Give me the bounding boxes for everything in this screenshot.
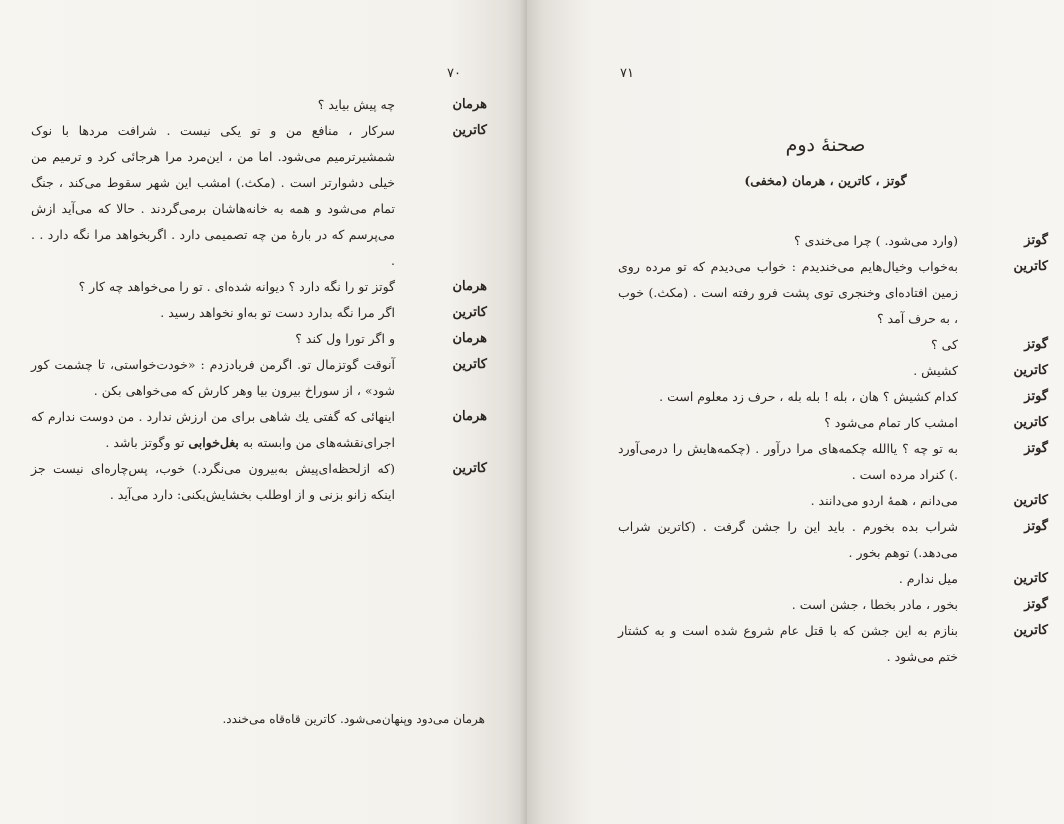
dialogue-text: کشیش . (913, 363, 958, 378)
speaker-name: گوتز (1024, 441, 1048, 456)
dialogue-text: (وارد می‌شود. ) چرا می‌خندی ؟ (793, 233, 958, 248)
dialogue-line (618, 488, 1048, 514)
dialogue-line (618, 358, 1048, 384)
dialogue-line (618, 384, 1048, 410)
dialogue-text (31, 404, 395, 456)
speaker-name: هرمان (452, 409, 487, 424)
speaker-name: گوتز (1024, 597, 1048, 612)
speaker-name: گوتز (1024, 389, 1048, 404)
scene-title: صحنهٔ دوم (785, 134, 866, 156)
speaker-name: کاترین (1013, 623, 1048, 638)
page-number: ۷۱ (620, 66, 634, 81)
dialogue-line (618, 254, 1048, 332)
right-page (527, 0, 1064, 824)
dialogue-text: آنوقت گوتزمال تو. اگرمن فریادزدم : «خودت‌خواستی، تا چشمت کور شود» ، از سوراخ بیرون بیا وهر کارش که می‌خواهی بکن . (31, 357, 395, 398)
speaker-name: کاترین (1013, 571, 1048, 586)
dialogue-line (31, 300, 487, 326)
dialogue-text: میل ندارم . (898, 571, 958, 586)
dialogue-line (618, 566, 1048, 592)
dialogue-text: امشب کار تمام می‌شود ؟ (824, 415, 958, 430)
dialogue-text: بخور ، مادر بخطا ، جشن است . (791, 597, 958, 612)
dialogue-line (31, 352, 487, 404)
dialogue-text: اگر مرا نگه بدارد دست تو به‌او نخواهد رسید . (160, 305, 395, 320)
speaker-name: کاترین (1013, 363, 1048, 378)
dialogue-text: می‌دانم ، همهٔ اردو می‌دانند . (810, 493, 958, 508)
dialogue-block (31, 92, 487, 508)
dialogue-text: و اگر تورا ول کند ؟ (295, 331, 395, 346)
speaker-name: کاترین (452, 123, 487, 138)
dialogue-text: گوتز تو را نگه دارد ؟ دیوانه شده‌ای . تو را می‌خواهد چه کار ؟ (78, 279, 395, 294)
speaker-name: گوتز (1024, 233, 1048, 248)
speaker-name: کاترین (452, 461, 487, 476)
speaker-name: کاترین (452, 357, 487, 372)
dialogue-line (618, 332, 1048, 358)
dialogue-text-part: تو وگوتز باشد . (105, 435, 189, 450)
speaker-name: هرمان (452, 97, 487, 112)
left-page (0, 0, 527, 824)
speaker-name: گوتز (1024, 519, 1048, 534)
dialogue-text: کدام کشیش ؟ هان ، بله ! بله بله ، حرف زد معلوم است . (659, 389, 958, 404)
scene-cast: گوتز ، کاترین ، هرمان (مخفی) (744, 173, 907, 188)
dialogue-line (618, 228, 1048, 254)
dialogue-line (31, 274, 487, 300)
speaker-name: کاترین (1013, 493, 1048, 508)
dialogue-block (618, 228, 1048, 670)
dialogue-text-part: اینهائی که گفتی یك شاهی برای من ارزش ندارد . من دوست ندارم که اجرای‌نقشه‌های من وابسته به (31, 409, 395, 450)
dialogue-text: کی ؟ (931, 337, 958, 352)
dialogue-line (618, 436, 1048, 488)
dialogue-text: به تو چه ؟ یاالله چکمه‌های مرا درآور . (چکمه‌هایش را درمی‌آورد .) کنراد مرده است . (618, 441, 958, 482)
dialogue-text: به‌خواب وخیال‌هایم می‌خندیدم : خواب می‌دیدم که تو مرده روی زمین افتاده‌ای وخنجری توی پشت فرو رفته است . (مکث.) خوب ، به حرف آمد ؟ (618, 259, 958, 326)
dialogue-text: شراب بده بخورم . باید این را جشن گرفت . (کاترین شراب می‌دهد.) توهم بخور . (618, 519, 958, 560)
speaker-name: کاترین (1013, 415, 1048, 430)
page-number: ۷۰ (447, 66, 461, 81)
speaker-name: کاترین (452, 305, 487, 320)
dialogue-line (31, 456, 487, 508)
dialogue-line (618, 618, 1048, 670)
dialogue-line (31, 326, 487, 352)
emphasized-word: بغل‌خوابی (188, 435, 239, 450)
dialogue-line (31, 118, 487, 274)
dialogue-line (31, 404, 487, 456)
speaker-name: کاترین (1013, 259, 1048, 274)
dialogue-line (618, 514, 1048, 566)
dialogue-text: بنازم به این جشن که با قتل عام شروع شده است و به کشتار ختم می‌شود . (618, 623, 958, 664)
dialogue-text: سرکار ، منافع من و تو یکی نیست . شرافت مردها با نوک شمشیرترمیم می‌شود. اما من ، این‌مرد مرا هرجائی کرد و ترمیم من خیلی دشوارتر است . (مکث.) امشب این شهر سقوط می‌کند ، جنگ تمام می‌شود و همه به خانه‌هاشان برمی‌گردند . حالا که می‌آید ازش می‌پرسم که در بارهٔ من چه تصمیمی دارد . اگربخواهد مرا نگه دارد . . . (31, 123, 395, 268)
speaker-name: هرمان (452, 279, 487, 294)
speaker-name: گوتز (1024, 337, 1048, 352)
stage-direction: هرمان می‌دود وپنهان‌می‌شود. کاترین قاه‌قاه می‌خندد. (222, 712, 485, 726)
dialogue-line (618, 592, 1048, 618)
dialogue-line (31, 92, 487, 118)
dialogue-line (618, 410, 1048, 436)
dialogue-text: (که ازلحظه‌ای‌پیش به‌بیرون می‌نگرد.) خوب، پس‌چاره‌ای نیست جز اینکه زانو بزنی و از اوطلب بخشایش‌بکنی: دارد می‌آید . (31, 461, 395, 502)
dialogue-text: چه پیش بیاید ؟ (317, 97, 395, 112)
speaker-name: هرمان (452, 331, 487, 346)
